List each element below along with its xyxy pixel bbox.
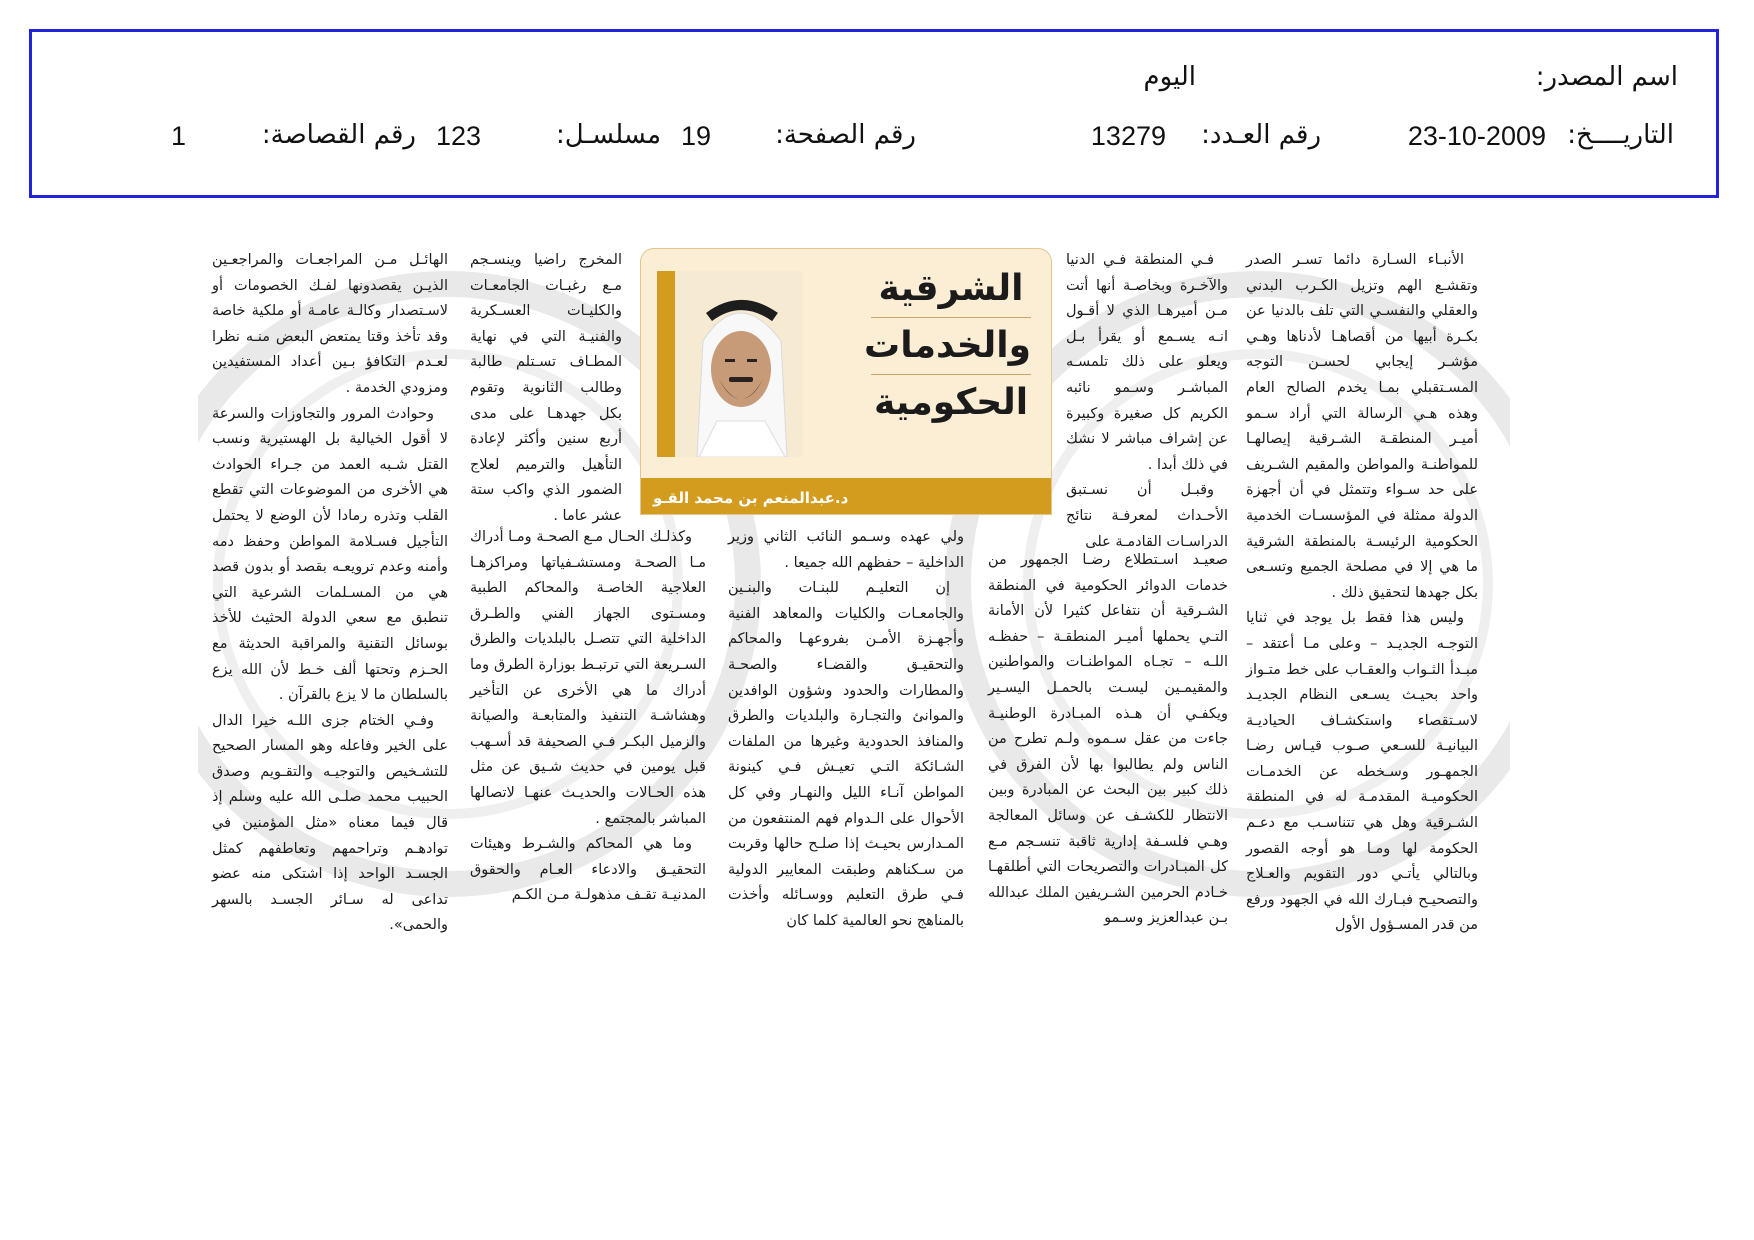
article-column-3 [728,525,964,935]
paragraph: إن التعليـم للبنـات والبنـين والجامعـات والكليات والمعاهد الفنية وأجهـزة الأمـن بفروعهـا والمحاكم والتحقيـق والقضـاء والصحـة والمطارات والحدود وشؤون الوافدين والموانئ والتجـارة والبلديات والطرق والمنافذ الحدودية وغيرها من الملفات الشـائكة التـي تعيـش فـي كينونة المواطن آنـاء الليل والنهـار وفي كل الأحوال على الـدوام فهم المنتفعون من المـدارس بحيـث إذا صلـح حالها وقربت من سـكناهم وطبقت المعايير الدولية فـي طرق التعليم ووسـائله وأخذت بالمناهج نحو العالمية كلما كان [728,580,964,929]
paragraph: وكذلـك الحـال مـع الصحـة ومـا أدراك مـا الصحـة ومستشـفياتها ومراكزهـا العلاجية الخاصـة والمحاكم الطبية ومسـتوى الجهاز الفني والطـرق الداخلية التي تتصـل بالبلديات والطرق السـريعة التي ترتبـط بوزارة الطرق وما أدراك ما هي الأخرى عن التأخير وهشاشـة التنفيذ والمتابعـة والصيانة والزميل البكـر فـي الصحيفة قد أسـهب قبل يومين في حديث شـيق عن مثل هذه الحـالات والحديـث عنهـا لاتصالها المباشر بالمجتمع . [470,529,706,827]
date-label: التاريــــخ: [1567,120,1674,150]
paragraph: وحوادث المرور والتجاوزات والسرعة لا أقول الخيالية بل الهستيرية ونسب القتل شـبه العمد من جـراء الحوادث هي الأخرى من الموضوعات التي تقطع القلب وتذره رمادا لأن الوضع لا يحتمل التأجيل فسـلامة المواطن وحفظ دمه وأمنه وعدم ترويعـه بقصد أو بدون قصد هي من المسـلمات الشرعية التي تنطبق مع سعي الدولة الحثيث للأخذ بوسائل التقنية والمراقبة الحديثة مع الحـزم وتحتها ألف خـط لأن الله يزع بالسلطان ما لا يزع بالقرآن . [212,405,448,704]
clip-value: 1 [170,121,186,151]
paragraph: وفـي الختام جزى اللـه خيرا الدال على الخير وفاعله وهو المسار الصحيح للتشـخيص والتوجيـه والتقـويم وصدق الحبيب محمد صلـى الله عليه وسلم إذ قال فيما معناه «مثل المؤمنين في توادهـم وتراحمهم وتعاطفهم كمثل الجسـد الواحد إذا اشتكى منه عضو تداعى له سـائر الجسـد بالسهر والحمى». [212,712,448,934]
serial-value: 123 [435,121,481,151]
source-label: اسم المصدر: [1535,62,1678,92]
title-line: الحكومية [873,382,1029,423]
article-title-box [640,248,1052,515]
article-column-5 [212,248,448,939]
paragraph: صعيـد اسـتطلاع رضـا الجمهور من خدمات الدوائر الحكومية في المنطقة الشـرقية أن نتفاعل كثيرا لأن الأمانة التـي يحملها أميـر المنطقـة – حفظـه اللـه – تجـاه المواطنـات والمواطنين والمقيمـين ليسـت بالحمـل اليسـير ويكفـي أن هـذه المبـادرة الوطنيـة جاءت من عقل سـموه ولـم تطرح من الناس ولم يطالبوا بها لأن الفرق في ذلك كبير بين البحث عن المبادرة وبين الانتظار للكشـف عن وسائل المعالجة وهـي فلسـفة إدارية ثاقبة تنسـجم مـع كل المبـادرات والتصريحات التي أطلقهـا خـادم الحرمين الشـريفين الملك عبدالله بـن عبدالعزيز وسـمو [988,552,1228,927]
article-column-2-continued [988,548,1228,932]
paragraph: المخرج راضيا وينسـجم مـع رغبـات الجامعـات والكليـات العسـكرية والفنيـة التي في نهاية المطـاف تسـتلم طالبة وطالب الثانوية وتقوم بكل جهدهـا على مدى أربع سنين وأكثر لإعادة التأهيل والترميم لعلاج الضمور الذي واكب ستة عشر عاما . [470,252,622,524]
issue-label: رقم العـدد: [1201,120,1321,150]
article-title [864,261,1031,431]
date-value: 23-10-2009 [1407,121,1546,151]
paragraph: فـي المنطقة فـي الدنيا والآخـرة وبخاصـة أنها أتت مـن أميرهـا الذي لا أقـول انـه يسـمع أو يقرأ بـل ويعلو على ذلك تلمسـه المباشـر وسـمو نائبه الكريم كل صغيرة وكبيرة عن إشراف مباشر لا نشك في ذلك أبدا . [1066,252,1228,473]
article-column-2 [1066,248,1228,555]
page-label: رقم الصفحة: [775,120,916,150]
photo-accent-bar [657,271,675,457]
author-photo [657,271,803,457]
paragraph: وما هي المحاكم والشـرط وهيئات التحقيـق والادعاء العـام والحقوق المدنيـة تقـف مذهولـة مـن الكـم [470,836,706,904]
clip-label: رقم القصاصة: [261,120,416,150]
paragraph: الأنبـاء السـارة دائما تسـر الصدر وتقشـع الهم وتزيل الكـرب البدني والعقلي والنفسـي التي تلف بالدنيا عن بكـرة أبيها من أقصاهـا لأدناها وهـي مؤشـر إيجابي لحسـن التوجه المسـتقبلي بمـا يخدم الصالح العام وهذه هـي الرسالة التي أراد سـمو أميـر المنطقـة الشـرقية إيصالهـا للمواطنـة والمواطن والمقيم الشـريف على حد سـواء وتتمثل في أن أجهزة الدولة ممثلة في المؤسسـات الخدمية الحكومية الرئيسـة بالمنطقة الشرقية ما هي إلا في مصلحة الجميع وتسـعى بكل جهدها لتحقيق ذلك . [1246,252,1478,601]
article-column-4 [470,248,622,530]
paragraph: ولي عهده وسـمو النائب الثاني وزير الداخلية – حفظهم الله جميعا . [728,529,964,571]
author-name-bar [641,478,1051,514]
serial-label: مسلسـل: [556,120,661,150]
clipping-info-box [29,29,1719,198]
source-value: اليوم [1143,62,1196,92]
author-name: د.عبدالمنعم بن محمد القـو [653,489,849,507]
title-line: الشرقية [871,261,1031,318]
issue-value: 13279 [1090,121,1166,151]
author-portrait-image [657,271,803,457]
article-column-1 [1246,248,1478,939]
paragraph: وليس هذا فقط بل يوجد في ثنايا التوجـه الجديـد – وعلى مـا أعتقد – مبـدأ الثـواب والعقـاب على خط متـواز واحد بحيـث يسـعى النظام الجديـد لاسـتقصاء واستكشـاف الحياديـة البيانيـة للسـعي صـوب قيـاس رضـا الجمهـور وسـخطه عن الخدمـات الحكوميـة المقدمـة له في المنطقة الشـرقية وهل هي تتناسـب مع دعـم الحكومة لها ومـا هو أوجه القصور وبالتالي يأتـي دور التقويم والعـلاج والتصحيـح فبـارك الله في الجهود ورفع من قدر المسـؤول الأول [1246,610,1478,934]
article-column-4-continued [470,525,706,909]
paragraph: الهائـل مـن المراجعـات والمراجعـين الذيـن يقصدونها لفـك الخصومات أو لاسـتصدار وكالـة عامـة أو ملكية خاصة وقد تأخذ وقتا يمتعض البعض منـه نظرا لعـدم التكافؤ بـين أعداد المستفيدين ومزودي الخدمة . [212,252,448,396]
paragraph: وقبـل أن نسـتبق الأحـداث لمعرفـة نتائج الدراسـات القادمـة على [1066,482,1228,550]
title-line: والخدمات [871,318,1031,375]
page-value: 19 [680,121,711,151]
